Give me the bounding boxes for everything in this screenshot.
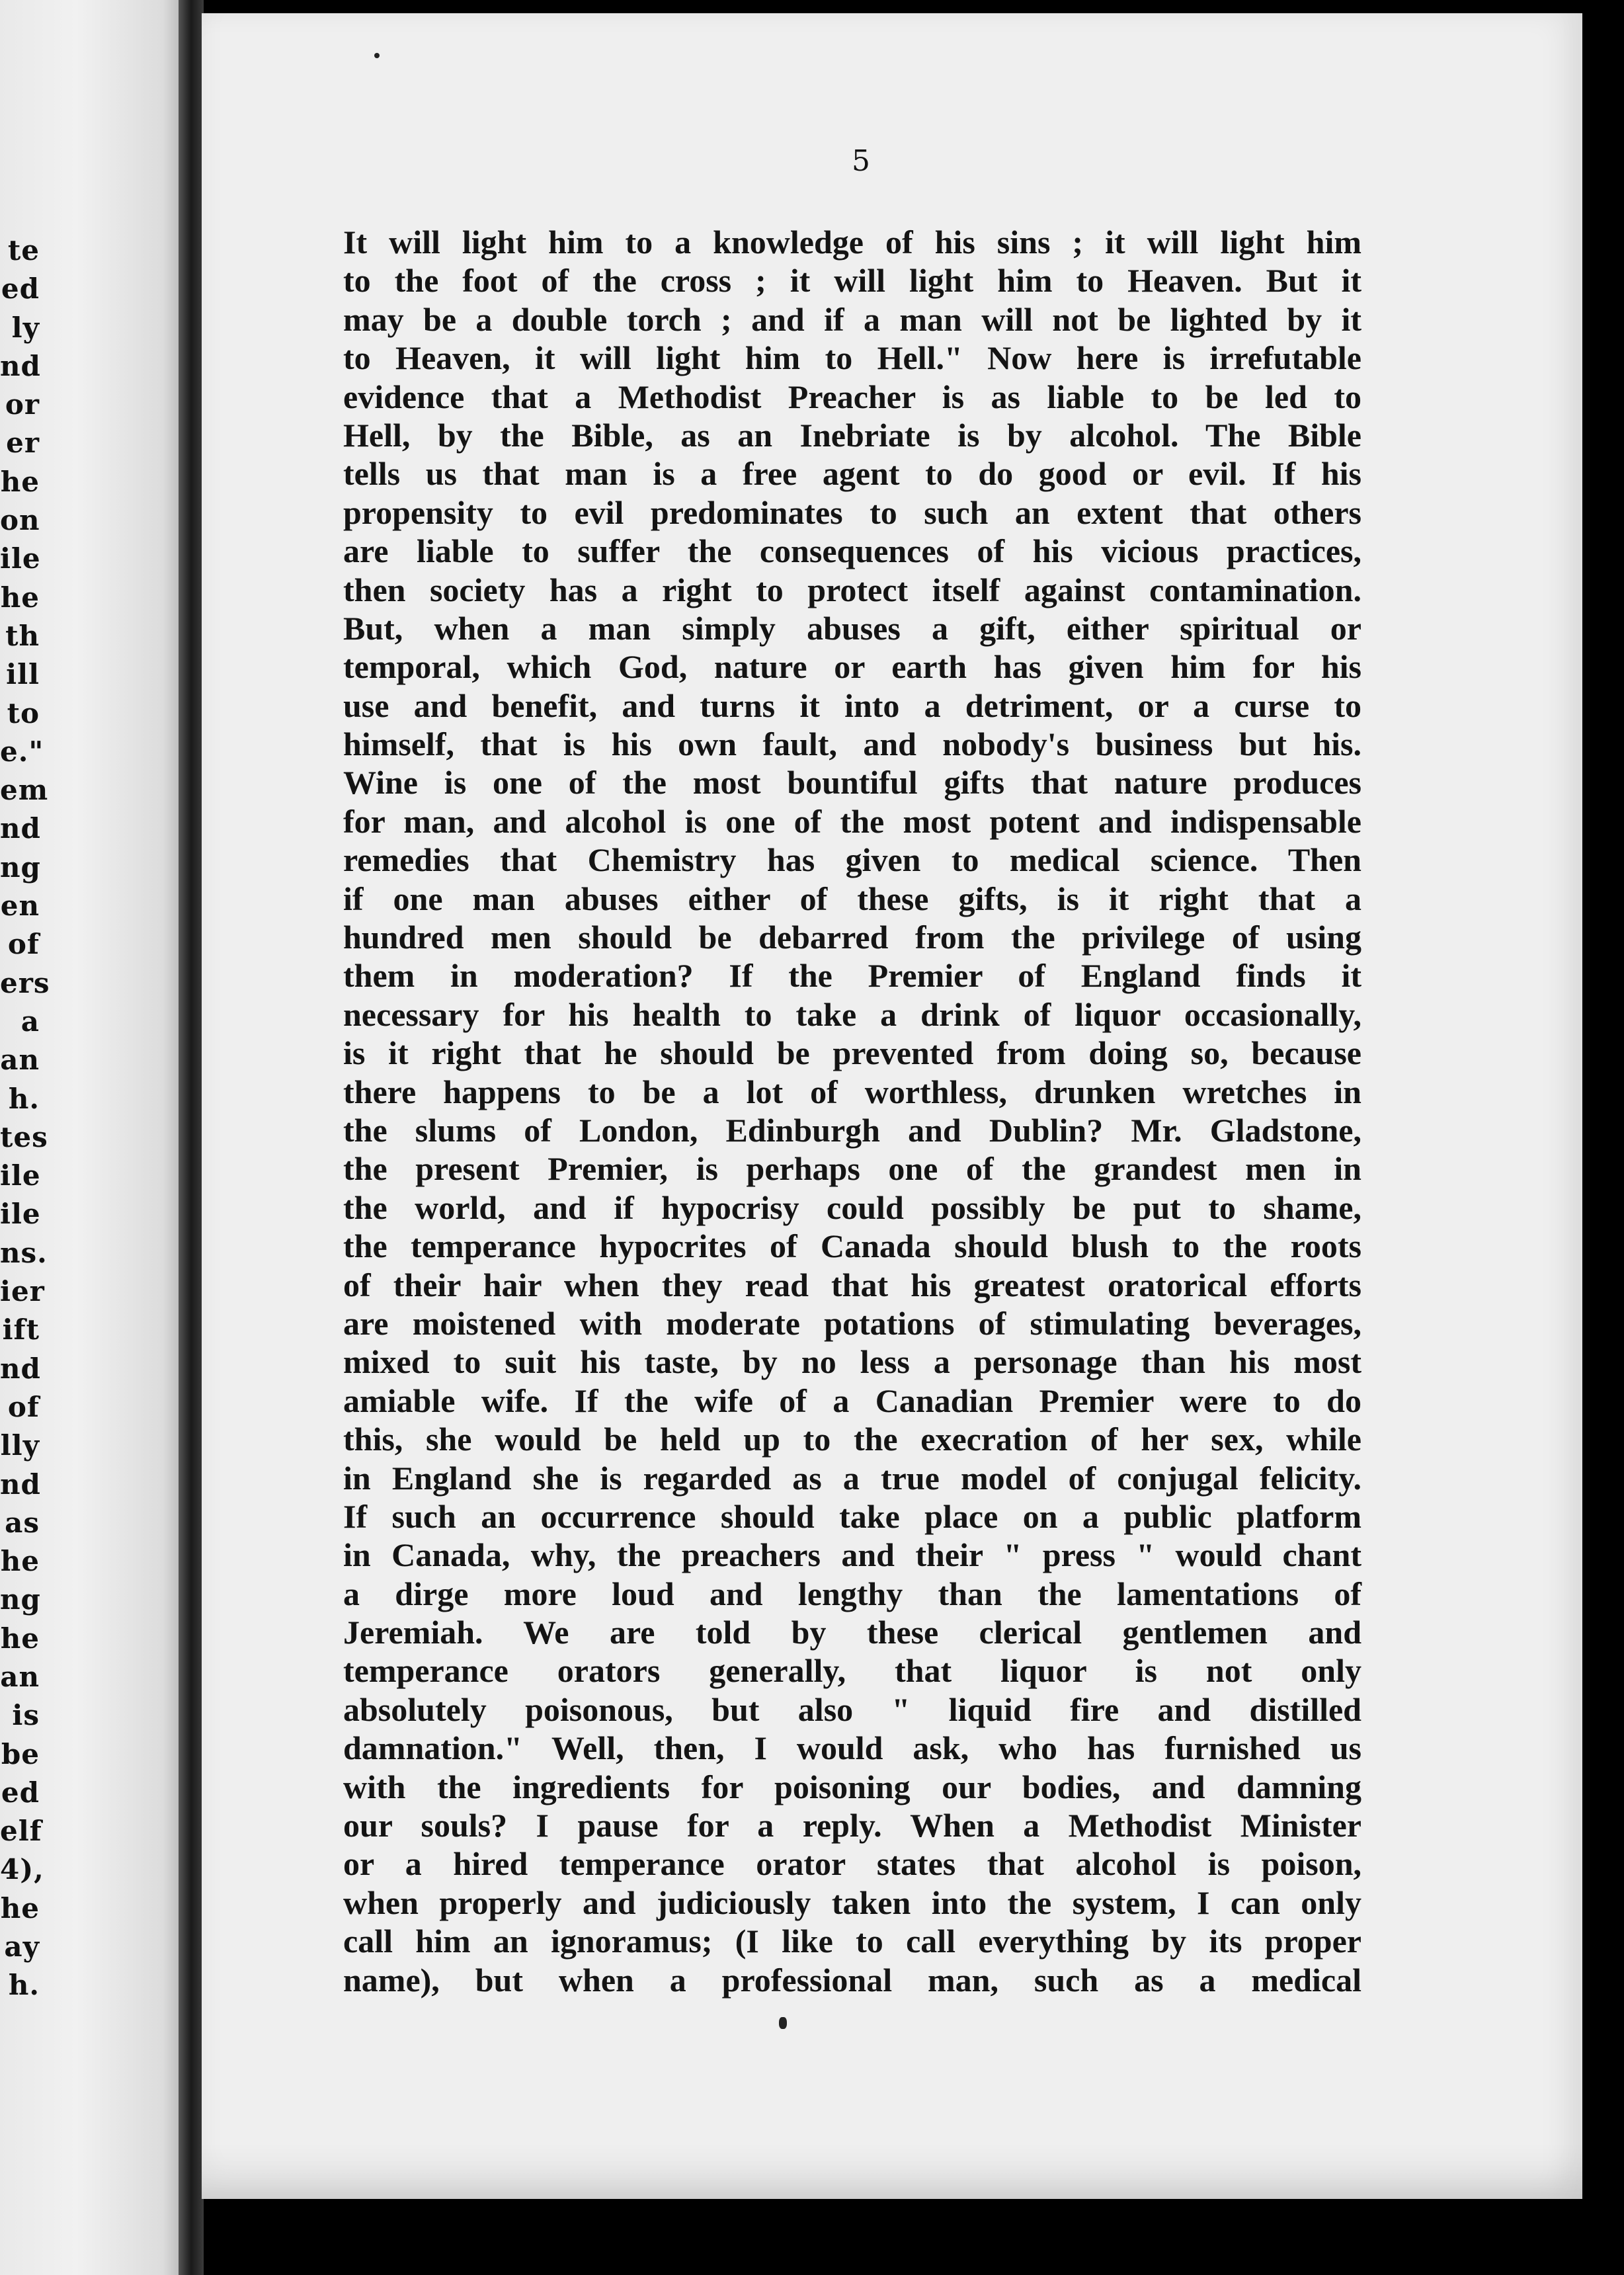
text-line: the slums of London, Edinburgh and Dublin? Mr. Gladstone,	[343, 1111, 1361, 1149]
text-line: our souls? I pause for a reply. When a Methodist Minister	[343, 1807, 1361, 1844]
scan-border	[1582, 0, 1624, 2275]
text-line: Jeremiah. We are told by these clerical gentlemen and	[343, 1614, 1361, 1651]
text-line: a dirge more loud and lengthy than the lamentations of	[343, 1575, 1361, 1612]
text-line: in Canada, why, the preachers and their " press " would chant	[343, 1536, 1361, 1574]
facing-page-line: a	[20, 1005, 40, 1038]
text-line: evidence that a Methodist Preacher is as liable to be led to	[343, 378, 1361, 415]
facing-page-line: te	[7, 234, 40, 267]
facing-page	[0, 0, 192, 2275]
facing-page-line: ns.	[0, 1236, 48, 1269]
facing-page-line: ill	[6, 658, 40, 691]
facing-page-line: nd	[0, 812, 41, 845]
facing-page-text	[0, 231, 50, 2005]
facing-page-line: ile	[0, 1159, 41, 1192]
text-line: mixed to suit his taste, by no less a personage than his most	[343, 1343, 1361, 1381]
facing-page-line: em	[0, 774, 49, 807]
text-line: are moistened with moderate potations of stimulating beverages,	[343, 1304, 1361, 1342]
facing-page-line: h.	[8, 1969, 40, 2002]
text-line: to Heaven, it will light him to Hell." Now here is irrefutable	[343, 339, 1361, 377]
text-line: propensity to evil predominates to such an extent that others	[343, 493, 1361, 531]
facing-page-line: ile	[0, 542, 41, 575]
text-line: them in moderation? If the Premier of England finds it	[343, 957, 1361, 995]
facing-page-line: ed	[1, 272, 40, 306]
facing-page-line: is	[12, 1699, 40, 1732]
facing-page-line: 4),	[0, 1853, 44, 1886]
text-line: tells us that man is a free agent to do good or evil. If his	[343, 455, 1361, 493]
facing-page-line: e."	[0, 735, 44, 768]
facing-page-line: er	[6, 427, 40, 460]
text-line: temporal, which God, nature or earth has given him for his	[343, 648, 1361, 686]
facing-page-line: tes	[0, 1120, 48, 1153]
facing-page-line: or	[5, 388, 40, 421]
text-line: amiable wife. If the wife of a Canadian Premier were to do	[343, 1382, 1361, 1419]
facing-page-line: of	[7, 928, 40, 961]
text-line: the temperance hypocrites of Canada should blush to the roots	[343, 1227, 1361, 1265]
text-line: the present Premier, is perhaps one of the grandest men in	[343, 1150, 1361, 1188]
body-text	[343, 223, 1361, 1999]
facing-page-line: on	[0, 504, 40, 537]
text-line: this, she would be held up to the execration of her sex, while	[343, 1421, 1361, 1458]
ink-speck	[779, 2017, 787, 2029]
facing-page-line: en	[0, 889, 40, 923]
facing-page-line: ly	[11, 311, 40, 344]
facing-page-line: elf	[0, 1815, 42, 1848]
facing-page-line: to	[7, 696, 40, 729]
text-line: himself, that is his own fault, and nobody's business but his.	[343, 725, 1361, 763]
facing-page-line: nd	[0, 349, 41, 382]
facing-page-line: ers	[0, 966, 50, 999]
text-line: may be a double torch ; and if a man will not be lighted by it	[343, 300, 1361, 338]
text-line: use and benefit, and turns it into a detriment, or a curse to	[343, 686, 1361, 724]
text-line: Wine is one of the most bountiful gifts that nature produces	[343, 764, 1361, 802]
text-line: or a hired temperance orator states that alcohol is poison,	[343, 1845, 1361, 1883]
text-line: name), but when a professional man, such as a medical	[343, 1961, 1361, 1999]
text-line: there happens to be a lot of worthless, drunken wretches in	[343, 1073, 1361, 1110]
facing-page-line: th	[5, 619, 40, 652]
facing-page-line: ng	[0, 850, 41, 884]
facing-page-line: nd	[0, 1468, 41, 1501]
facing-page-line: ile	[0, 1198, 41, 1231]
facing-page-line: nd	[0, 1352, 41, 1385]
text-line: with the ingredients for poisoning our bodies, and damning	[343, 1768, 1361, 1805]
facing-page-line: an	[0, 1044, 40, 1077]
facing-page-line: h.	[8, 1082, 40, 1115]
page-number: 5	[852, 144, 870, 178]
text-line: But, when a man simply abuses a gift, either spiritual or	[343, 609, 1361, 647]
text-line: hundred men should be debarred from the privilege of using	[343, 919, 1361, 956]
facing-page-line: he	[0, 465, 40, 498]
text-line: for man, and alcohol is one of the most potent and indispensable	[343, 802, 1361, 840]
text-line: if one man abuses either of these gifts, is it right that a	[343, 880, 1361, 917]
facing-page-line: he	[0, 1622, 40, 1655]
text-line: necessary for his health to take a drink of liquor occasionally,	[343, 995, 1361, 1033]
text-line: damnation." Well, then, I would ask, who has furnished us	[343, 1729, 1361, 1767]
facing-page-line: he	[0, 1545, 40, 1578]
text-line: Hell, by the Bible, as an Inebriate is by alcohol. The Bible	[343, 416, 1361, 454]
text-line: If such an occurrence should take place on a public platform	[343, 1497, 1361, 1535]
text-line: in England she is regarded as a true model of conjugal felicity.	[343, 1459, 1361, 1497]
text-line: absolutely poisonous, but also " liquid fire and distilled	[343, 1690, 1361, 1728]
page-gutter	[179, 0, 204, 2275]
facing-page-line: ng	[0, 1583, 41, 1616]
facing-page-line: he	[0, 1891, 40, 1924]
facing-page-line: ift	[2, 1313, 40, 1346]
page-shadow	[202, 2143, 1582, 2199]
facing-page-line: lly	[0, 1429, 40, 1462]
facing-page-line: ay	[4, 1930, 40, 1964]
text-line: is it right that he should be prevented from doing so, because	[343, 1034, 1361, 1072]
facing-page-line: he	[0, 581, 40, 614]
text-line: call him an ignoramus; (I like to call everything by its proper	[343, 1923, 1361, 1960]
text-line: to the foot of the cross ; it will light him to Heaven. But it	[343, 262, 1361, 300]
facing-page-line: of	[7, 1390, 40, 1423]
facing-page-line: be	[1, 1737, 40, 1770]
facing-page-line: ed	[1, 1776, 40, 1809]
text-line: remedies that Chemistry has given to medical science. Then	[343, 841, 1361, 879]
text-line: It will light him to a knowledge of his sins ; it will light him	[343, 224, 1361, 261]
text-line: then society has a right to protect itself against contamination.	[343, 571, 1361, 608]
text-line: temperance orators generally, that liquor is not only	[343, 1652, 1361, 1690]
facing-page-line: ier	[0, 1275, 45, 1308]
text-line: when properly and judiciously taken into the system, I can only	[343, 1883, 1361, 1921]
text-line: of their hair when they read that his greatest oratorical efforts	[343, 1266, 1361, 1303]
ink-speck	[374, 53, 380, 58]
text-line: are liable to suffer the consequences of his vicious practices,	[343, 532, 1361, 570]
facing-page-line: an	[0, 1660, 40, 1693]
facing-page-line: as	[5, 1506, 40, 1539]
text-line: the world, and if hypocrisy could possibly be put to shame,	[343, 1188, 1361, 1226]
